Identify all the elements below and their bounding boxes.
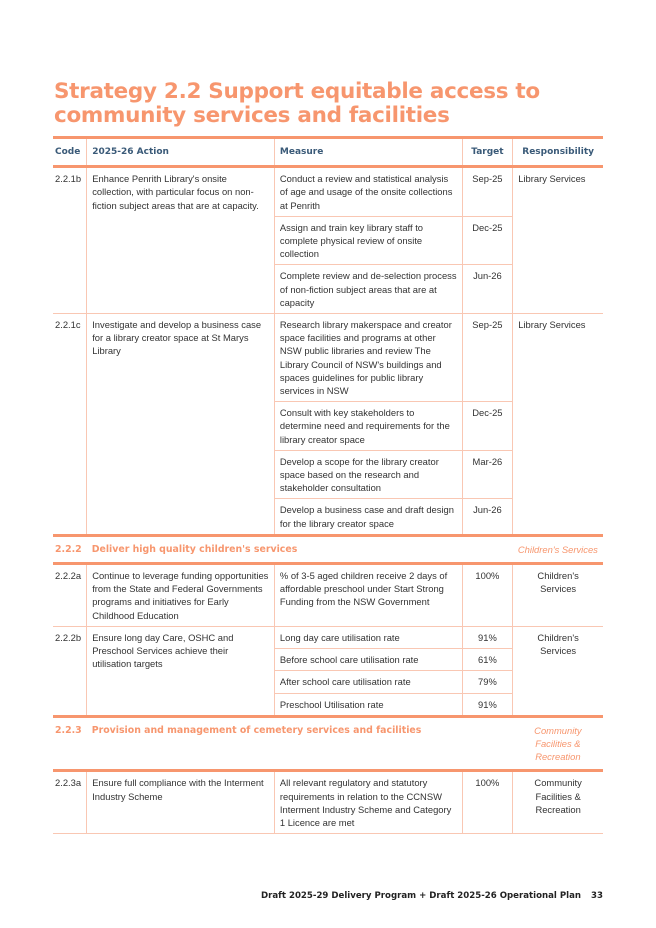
header-responsibility: Responsibility (513, 138, 603, 167)
measure-text: Long day care utilisation rate (274, 626, 462, 648)
header-code: Code (53, 138, 87, 167)
measure-text: % of 3-5 aged children receive 2 days of affordable preschool under Start Strong Funding from the NSW Government (274, 564, 462, 627)
table-row (53, 626, 603, 648)
responsibility-text: Children's Services (513, 564, 603, 627)
header-action: 2025-26 Action (87, 138, 275, 167)
action-code: 2.2.2a (53, 564, 87, 627)
page-title: Strategy 2.2 Support equitable access to community services and facilities (54, 79, 540, 128)
action-text: Investigate and develop a business case for a library creator space at St Marys Library (87, 314, 275, 536)
target-value: 100% (462, 564, 513, 627)
footer-title: Draft 2025-29 Delivery Program + Draft 2025-26 Operational Plan (260, 891, 582, 901)
measure-text: Develop a scope for the library creator space based on the research and stakeholder consultation (274, 450, 462, 499)
header-target: Target (462, 138, 513, 167)
action-code: 2.2.3a (53, 771, 87, 834)
page-number: 33 (591, 891, 603, 901)
responsibility-text: Library Services (513, 167, 603, 314)
target-value: Jun-26 (462, 265, 513, 314)
table-row (53, 564, 603, 627)
measure-text: Research library makerspace and creator space facilities and programs at other NSW public libraries and review The Library Council of NSW's buildings and spaces guidelines for public library services in NSW (274, 314, 462, 402)
target-value: 100% (462, 771, 513, 834)
measure-text: Before school care utilisation rate (274, 649, 462, 671)
section-code: 2.2.2 (53, 535, 87, 563)
target-value: Sep-25 (462, 314, 513, 402)
action-text: Continue to leverage funding opportunities from the State and Federal Governments programs and initiatives for Early Childhood Education (87, 564, 275, 627)
section-responsibility: Children's Services (513, 535, 603, 563)
section-title: Provision and management of cemetery services and facilities (87, 716, 513, 771)
target-value: Jun-26 (462, 499, 513, 535)
header-measure: Measure (274, 138, 462, 167)
section-title: Deliver high quality children's services (87, 535, 513, 563)
responsibility-text: Children's Services (513, 626, 603, 716)
measure-text: After school care utilisation rate (274, 671, 462, 693)
responsibility-text: Community Facilities & Recreation (513, 771, 603, 834)
measure-text: Preschool Utilisation rate (274, 693, 462, 716)
measure-text: Develop a business case and draft design for the library creator space (274, 499, 462, 535)
action-text: Ensure long day Care, OSHC and Preschool Services achieve their utilisation targets (87, 626, 275, 716)
section-responsibility: Community Facilities & Recreation (513, 716, 603, 771)
action-text: Enhance Penrith Library's onsite collection, with particular focus on non-fiction subject areas that are at capacity. (87, 167, 275, 314)
target-value: 91% (462, 693, 513, 716)
measure-text: All relevant regulatory and statutory requirements in relation to the CCNSW Interment Industry Scheme and Category 1 Licence are met (274, 771, 462, 834)
section-row-2-2-2 (53, 535, 603, 563)
action-text: Ensure full compliance with the Interment Industry Scheme (87, 771, 275, 834)
table-row (53, 314, 603, 402)
action-code: 2.2.1c (53, 314, 87, 536)
table-row (53, 771, 603, 834)
target-value: Mar-26 (462, 450, 513, 499)
measure-text: Complete review and de-selection process of non-fiction subject areas that are at capacity (274, 265, 462, 314)
target-value: Dec-25 (462, 216, 513, 265)
target-value: 61% (462, 649, 513, 671)
table-header-row (53, 138, 603, 167)
table-row (53, 167, 603, 217)
page-footer (261, 891, 603, 901)
responsibility-text: Library Services (513, 314, 603, 536)
measure-text: Conduct a review and statistical analysis of age and usage of the onsite collections at Penrith (274, 167, 462, 217)
section-code: 2.2.3 (53, 716, 87, 771)
target-value: Dec-25 (462, 402, 513, 451)
actions-table (53, 136, 603, 834)
section-row-2-2-3 (53, 716, 603, 771)
target-value: Sep-25 (462, 167, 513, 217)
measure-text: Consult with key stakeholders to determine need and requirements for the library creator space (274, 402, 462, 451)
action-code: 2.2.1b (53, 167, 87, 314)
target-value: 79% (462, 671, 513, 693)
target-value: 91% (462, 626, 513, 648)
action-code: 2.2.2b (53, 626, 87, 716)
measure-text: Assign and train key library staff to complete physical review of onsite collection (274, 216, 462, 265)
